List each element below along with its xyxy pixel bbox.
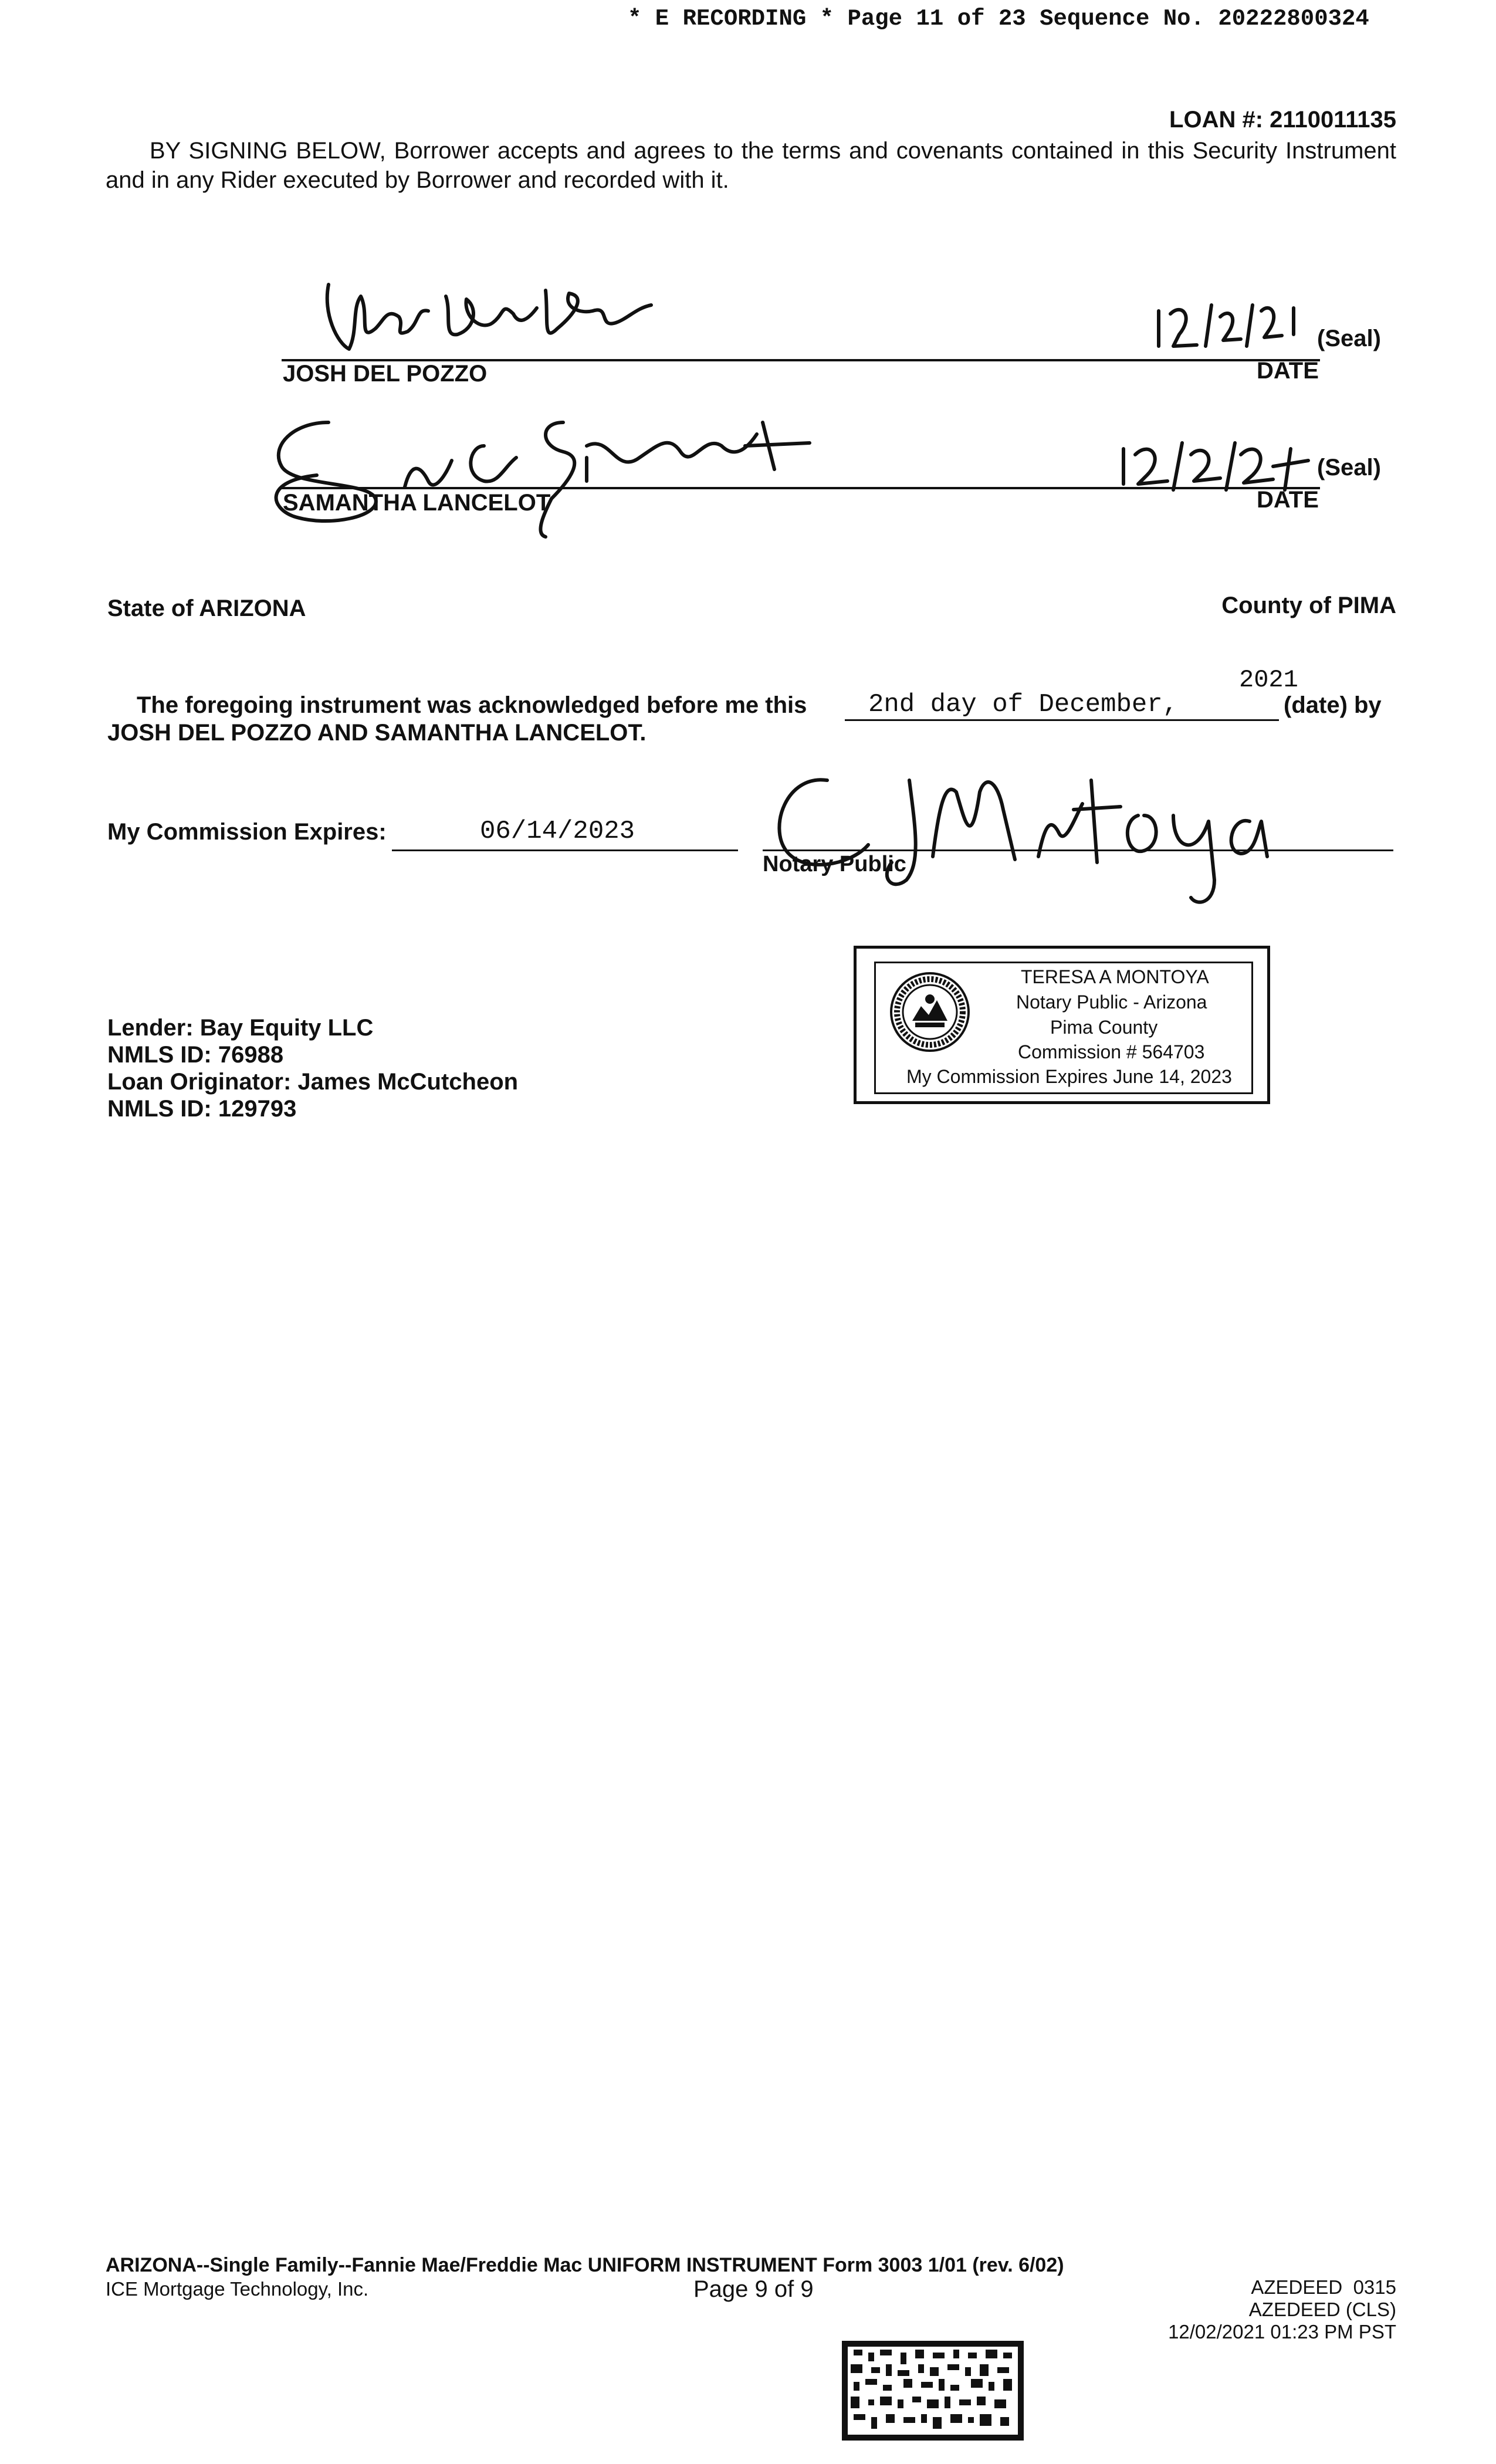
borrower1-signature [317,273,663,367]
ack-typed-day: 2nd day of December, [868,690,1179,719]
borrower2-name: SAMANTHA LANCELOT [283,490,551,516]
intro-paragraph: BY SIGNING BELOW, Borrower accepts and agrees to the terms and covenants contained in this Security Instrument and in any Rider executed by Borrower and recorded with it. [106,138,1396,193]
loan-number: LOAN #: 2110011135 [1169,107,1396,133]
state-label: State of ARIZONA [107,595,306,621]
borrower1-name: JOSH DEL POZZO [283,361,488,387]
recording-banner: * E RECORDING * Page 11 of 23 Sequence No. 20222800324 [628,6,1369,32]
notary-signature [763,757,1279,915]
commission-label: My Commission Expires: [107,819,387,845]
borrower2-seal: (Seal) [1317,455,1381,480]
borrower2-signature [258,411,821,540]
footer-page-number: Page 9 of 9 [693,2276,814,2302]
stamp-expires: My Commission Expires June 14, 2023 [906,1066,1232,1087]
arizona-seal-icon [889,971,971,1053]
ack-year: 2021 [1239,666,1298,694]
footer-code2: AZEDEED (CLS) [1248,2299,1396,2320]
barcode-icon [842,2341,1024,2441]
stamp-commission: Commission # 564703 [1018,1041,1205,1062]
ack-suffix: (date) by [1284,692,1382,718]
borrower2-signature-line [282,487,1320,489]
ack-parties: JOSH DEL POZZO AND SAMANTHA LANCELOT. [107,720,647,746]
footer-form-title: ARIZONA--Single Family--Fannie Mae/Freddie Mac UNIFORM INSTRUMENT Form 3003 1/01 (rev. 6/02) [106,2254,1064,2276]
commission-date-line [392,849,738,851]
loan-originator: Loan Originator: James McCutcheon [107,1069,519,1095]
ack-prefix: The foregoing instrument was acknowledged before me this [137,692,807,718]
notary-stamp [854,946,1270,1104]
footer-timestamp: 12/02/2021 01:23 PM PST [1168,2321,1396,2343]
ack-date-line [845,719,1279,721]
lender-nmls: NMLS ID: 76988 [107,1042,284,1068]
stamp-title: Notary Public - Arizona [1016,991,1207,1013]
county-label: County of PIMA [1221,593,1396,618]
footer-company: ICE Mortgage Technology, Inc. [106,2278,369,2300]
borrower2-date-label: DATE [1257,487,1319,513]
borrower1-seal: (Seal) [1317,326,1381,351]
lender-name: Lender: Bay Equity LLC [107,1015,374,1041]
stamp-county: Pima County [1050,1017,1158,1038]
footer-code1: AZEDEED 0315 [1251,2276,1396,2298]
borrower1-handwritten-date [1150,299,1308,352]
notary-public-label: Notary Public [763,852,906,876]
borrower1-date-label: DATE [1257,358,1319,384]
originator-nmls: NMLS ID: 129793 [107,1096,297,1122]
stamp-name: TERESA A MONTOYA [1021,966,1209,987]
commission-date: 06/14/2023 [480,817,635,846]
